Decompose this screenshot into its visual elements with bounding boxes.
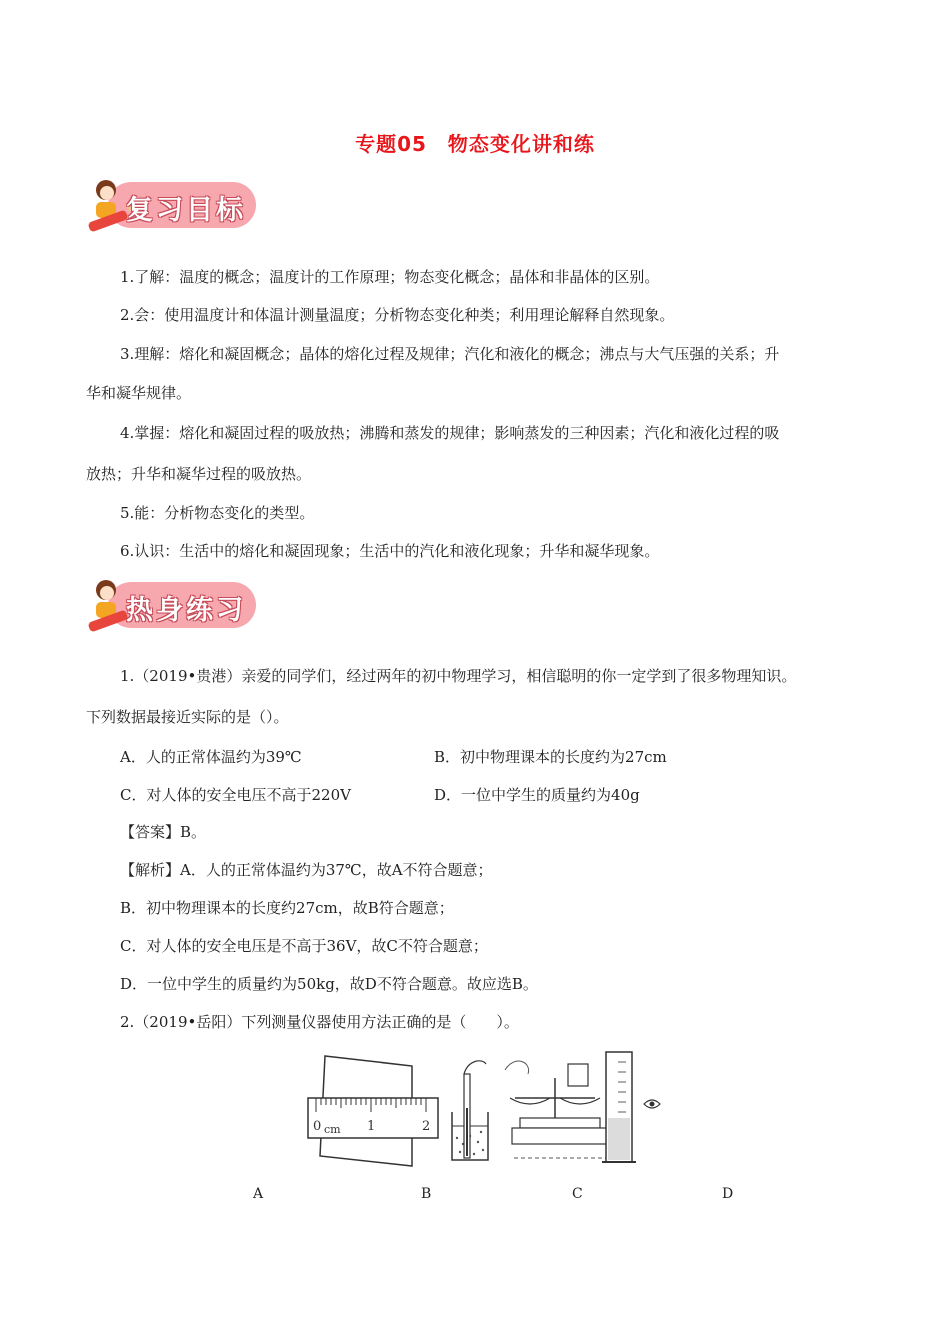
goal-item-continued: 放热；升华和凝华过程的吸放热。 [86,465,312,483]
ruler-tick-label: 1 [367,1119,376,1134]
option-a: A．人的正常体温约为39℃ [120,748,302,766]
goal-item: 6.认识：生活中的熔化和凝固现象；生活中的汽化和液化现象；升华和凝华现象。 [120,542,660,560]
figure-label-b: B [421,1186,432,1202]
analysis-line: C．对人体的安全电压是不高于36V，故C不符合题意； [120,937,488,955]
question-1-stem: 1.（2019•贵港）亲爱的同学们，经过两年的初中物理学习，相信聪明的你一定学到了很多物理知识。 [120,667,797,685]
balance-scale-illustration [505,1061,608,1158]
analysis-line: 【解析】A．人的正常体温约为37℃，故A不符合题意； [120,861,493,879]
page-title: 专题05 物态变化讲和练 [355,132,595,156]
figure-label-c: C [572,1186,583,1202]
banner-title: 复习目标 [126,195,246,226]
ruler-unit-label: cm [324,1123,341,1136]
ruler-tick-label: 0 [313,1119,322,1134]
ruler-illustration [308,1056,438,1166]
goal-item: 3.理解：熔化和凝固概念；晶体的熔化过程及规律；汽化和液化的概念；沸点与大气压强的关系；升 [120,345,780,363]
review-goals-banner [86,176,256,234]
goal-item: 5.能：分析物态变化的类型。 [120,504,315,522]
warmup-banner [86,576,256,634]
figure-label-d: D [722,1186,734,1202]
analysis-line: B．初中物理课本的长度约27cm，故B符合题意； [120,899,454,917]
answer: 【答案】B。 [120,823,207,841]
measuring-cylinder-illustration [602,1052,660,1162]
beaker-thermometer-illustration [452,1061,488,1160]
goal-item-continued: 华和凝华规律。 [86,384,192,402]
measuring-instruments-figure [300,1048,670,1168]
analysis-line: D．一位中学生的质量约为50kg，故D不符合题意。故应选B。 [120,975,538,993]
figure-label-a: A [253,1186,264,1202]
option-c: C．对人体的安全电压不高于220V [120,786,351,804]
goal-item: 2.会：使用温度计和体温计测量温度；分析物态变化种类；利用理论解释自然现象。 [120,306,675,324]
banner-title: 热身练习 [126,595,246,626]
question-2-stem: 2.（2019•岳阳）下列测量仪器使用方法正确的是（ ）。 [120,1013,519,1031]
goal-item: 4.掌握：熔化和凝固过程的吸放热；沸腾和蒸发的规律；影响蒸发的三种因素；汽化和液化过程的吸 [120,424,780,442]
ruler-tick-label: 2 [422,1119,431,1134]
option-d: D．一位中学生的质量约为40g [434,786,640,804]
question-1-stem-continued: 下列数据最接近实际的是（）。 [86,708,289,726]
goal-item: 1.了解：温度的概念；温度计的工作原理；物态变化概念；晶体和非晶体的区别。 [120,268,660,286]
option-b: B．初中物理课本的长度约为27cm [434,748,667,766]
